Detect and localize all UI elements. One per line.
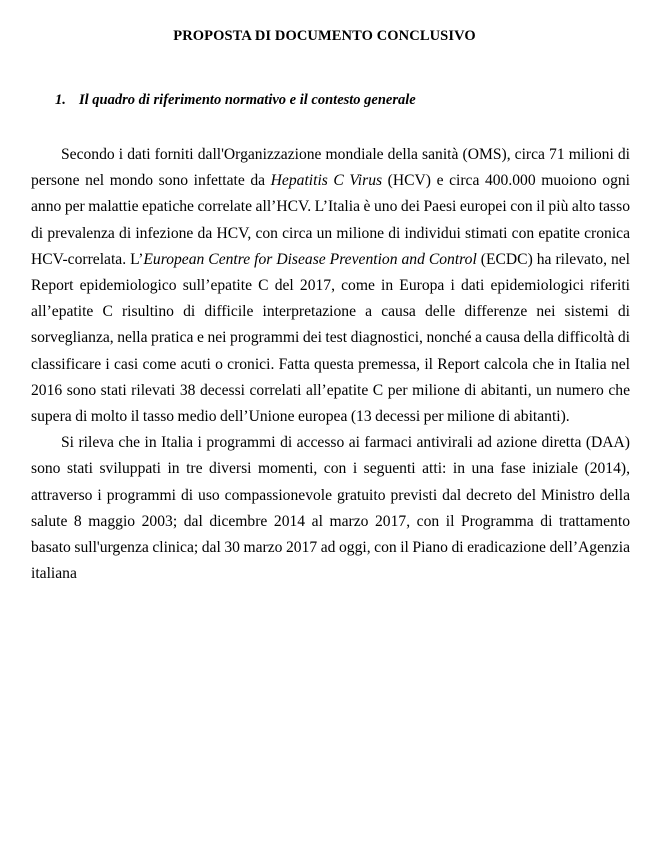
body-text bbox=[31, 142, 630, 587]
section-number: 1. bbox=[55, 92, 66, 108]
section-title: Il quadro di riferimento normativo e il contesto generale bbox=[79, 92, 416, 108]
document-title: PROPOSTA DI DOCUMENTO CONCLUSIVO bbox=[173, 28, 476, 44]
ecdc-name: European Centre for Disease Prevention and Control bbox=[143, 250, 477, 268]
paragraph-1-part-a: Secondo i dati forniti dall'Organizzazione mondiale della sanità (OMS), circa 71 milioni di persone nel mondo sono infettate da bbox=[31, 146, 630, 190]
virus-name: Hepatitis C Virus bbox=[270, 172, 383, 190]
paragraph-2: Si rileva che in Italia i programmi di accesso ai farmaci antivirali ad azione diretta (DAA) sono stati sviluppati in tre diversi momenti, con i seguenti atti: in una fase iniziale (2014), attraverso i programmi di uso compassionevole gratuito previsti dal decreto del Ministro della salute 8 maggio 2003; dal dicembre 2014 al marzo 2017, con il Programma di trattamento basato sull'urgenza clinica; dal 30 marzo 2017 ad oggi, con il Piano di eradicazione dell’Agenzia italiana bbox=[31, 434, 630, 583]
section-heading bbox=[55, 92, 416, 109]
paragraph-1-part-c: (ECDC) ha rilevato, nel Report epidemiologico sull’epatite C del 2017, come in Europa i dati epidemiologici riferiti all’epatite C risultino di difficile interpretazione a causa delle differenze nei sistemi di sorveglianza, nella pratica e nei programmi dei test diagnostici, nonché a causa della difficoltà di classificare i casi come acuti o cronici. Fatta questa premessa, il Report calcola che in Italia nel 2016 sono stati rilevati 38 decessi correlati all’epatite C per milione di abitanti, un numero che supera di molto il tasso medio dell’Unione europea (13 decessi per milione di abitanti). bbox=[31, 250, 631, 426]
paragraph-1-part-b: (HCV) e circa 400.000 muoiono ogni anno per malattie epatiche correlate all’HCV. L’Italia è uno dei Paesi europei con il più alto tasso di prevalenza di infezione da HCV, con circa un milione di individui stimati con epatite cronica HCV-correlata. L’ bbox=[31, 172, 630, 268]
paragraph-1 bbox=[31, 142, 630, 430]
